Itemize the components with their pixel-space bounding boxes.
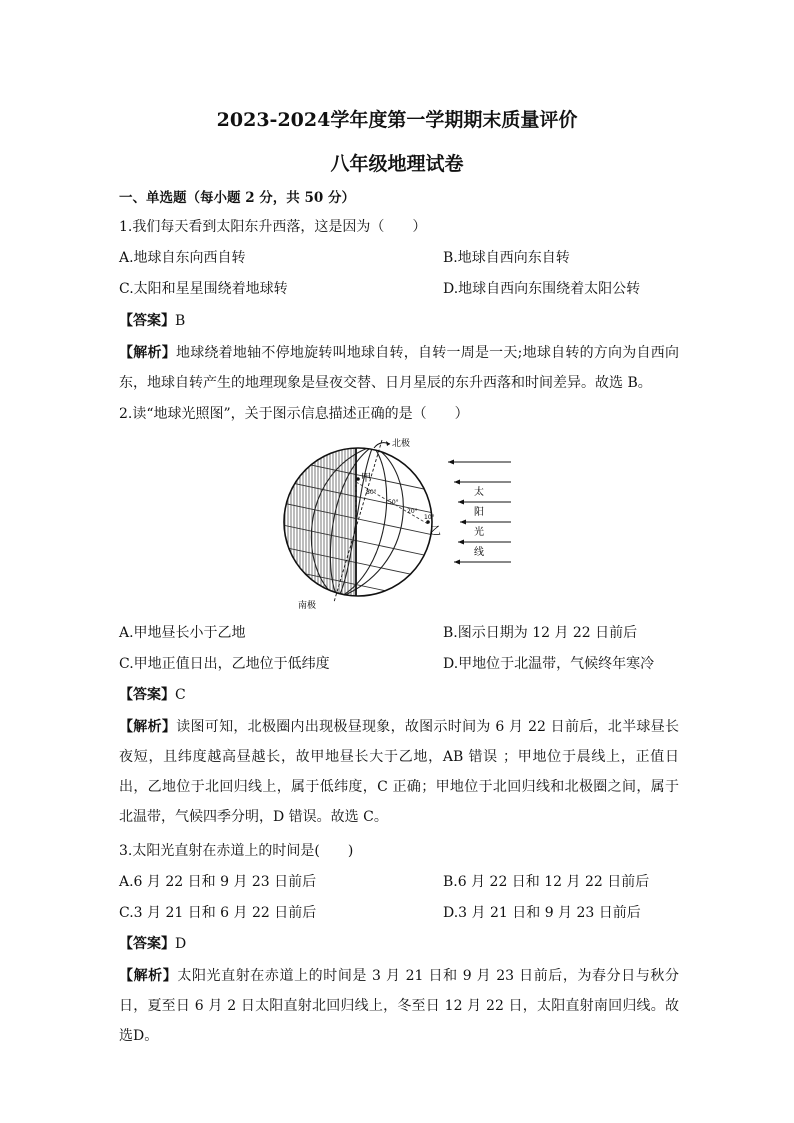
answer-value: B	[175, 313, 186, 329]
question-1-analysis	[119, 338, 679, 398]
answer-label: 【答案】	[119, 936, 175, 952]
lat-50-label: 50°	[388, 499, 399, 506]
sunlight-arrowheads	[448, 460, 466, 565]
question-1-stem: 1.我们每天看到太阳东升西落，这是因为（ ）	[119, 219, 427, 235]
south-pole-label: 南极	[298, 601, 317, 610]
point-a-label: 甲	[361, 473, 371, 484]
sunlight-char-2: 阳	[474, 507, 484, 518]
lat-80-label: 80°	[366, 489, 377, 496]
question-3-option-b: B.6 月 22 日和 12 月 22 日前后	[443, 874, 650, 890]
question-1-option-c: C.太阳和星星围绕着地球转	[119, 281, 288, 297]
section-heading: 一、单选题（每小题 2 分，共 50 分）	[119, 190, 355, 206]
answer-label: 【答案】	[119, 313, 175, 329]
question-1-answer	[119, 311, 185, 331]
exam-title: 2023-2024学年度第一学期期末质量评价	[216, 109, 578, 131]
question-2-option-c: C.甲地正值日出，乙地位于低纬度	[119, 656, 330, 672]
question-3-option-d: D.3 月 21 日和 9 月 23 日前后	[443, 905, 641, 921]
question-2-answer	[119, 685, 186, 705]
question-3-analysis	[119, 961, 679, 1051]
answer-value: C	[175, 687, 186, 703]
earth-illumination-figure	[278, 432, 518, 610]
question-3-option-c: C.3 月 21 日和 6 月 22 日前后	[119, 905, 317, 921]
question-2-option-d: D.甲地位于北温带，气候终年寒冷	[443, 656, 655, 672]
answer-label: 【答案】	[119, 687, 175, 703]
analysis-label: 【解析】	[119, 345, 176, 361]
sunlight-char-4: 线	[474, 547, 484, 558]
question-2-option-a: A.甲地昼长小于乙地	[119, 625, 246, 641]
sunlight-char-1: 太	[474, 487, 484, 498]
analysis-text: 太阳光直射在赤道上的时间是 3 月 21 日和 9 月 23 日前后，为春分日与秋分日，夏至日 6 月 2 日太阳直射北回归线上，冬至日 12 月 22 日，太阳直射南回归线。故选D。	[119, 968, 680, 1044]
analysis-label: 【解析】	[119, 968, 178, 984]
question-2-stem: 2.读“地球光照图”，关于图示信息描述正确的是（ ）	[119, 406, 469, 422]
point-a-marker	[356, 477, 360, 481]
question-1-option-a: A.地球自东向西自转	[119, 250, 246, 266]
question-3-option-a: A.6 月 22 日和 9 月 23 日前后	[119, 874, 317, 890]
analysis-text: 读图可知，北极圈内出现极昼现象，故图示时间为 6 月 22 日前后，北半球昼长夜短，且纬度越高昼越长，故甲地昼长大于乙地，AB 错误 ；甲地位于晨线上，正值日出，乙地位于北回归线上，属于低纬度，C 正确；甲地位于北回归线和北极圈之间，属于北温带，气候四季分明，D 错误。故选 C。	[119, 719, 680, 825]
analysis-text: 地球绕着地轴不停地旋转叫地球自转，自转一周是一天;地球自转的方向为自西向东，地球自转产生的地理现象是昼夜交替、日月星辰的东升西落和时间差异。故选 B。	[119, 345, 679, 391]
sunlight-char-3: 光	[474, 527, 484, 538]
north-pole-label: 北极	[392, 439, 411, 449]
question-1-option-d: D.地球自西向东围绕着太阳公转	[443, 281, 641, 297]
question-1-option-b: B.地球自西向东自转	[443, 250, 570, 266]
question-2-analysis	[119, 712, 679, 832]
lat-20-label: 20°	[407, 508, 418, 515]
lat-10-label: 10°	[424, 514, 435, 521]
exam-subtitle: 八年级地理试卷	[330, 153, 464, 175]
question-2-option-b: B.图示日期为 12 月 22 日前后	[443, 625, 638, 641]
point-b-label: 乙	[430, 524, 441, 537]
answer-value: D	[175, 936, 187, 952]
question-3-answer	[119, 934, 186, 954]
question-3-stem: 3.太阳光直射在赤道上的时间是( )	[119, 843, 354, 859]
analysis-label: 【解析】	[119, 719, 177, 735]
